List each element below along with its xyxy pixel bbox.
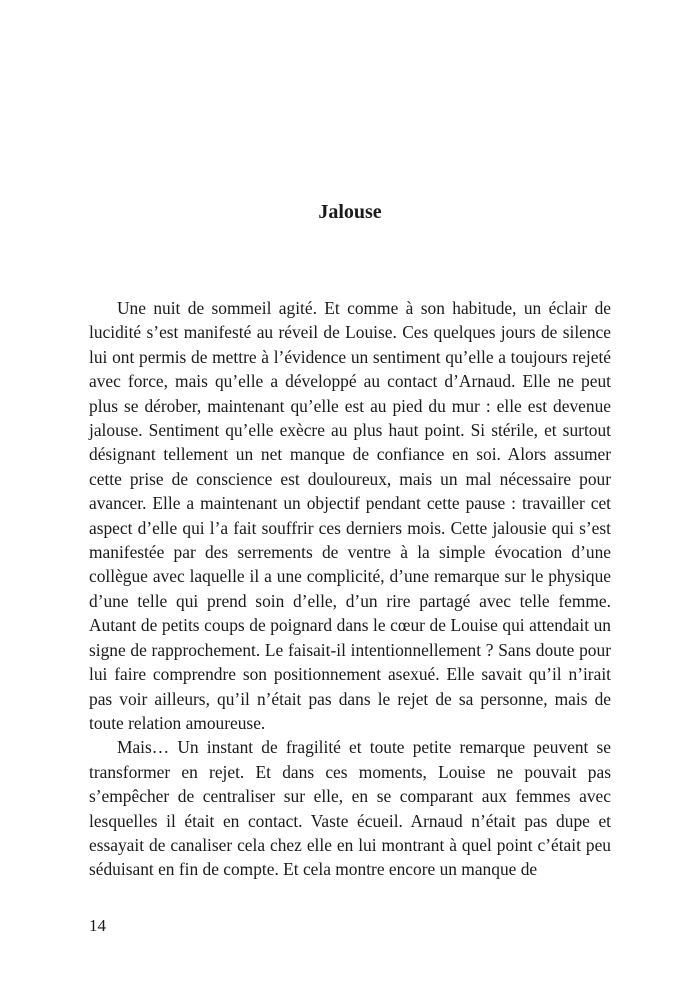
- paragraph-2: Mais… Un instant de fragilité et toute petite remarque peuvent se transformer en rejet. Et dans ces moments, Louise ne pouvait pas s’empêcher de centraliser sur elle, en se comparant aux femmes avec lesquelles il était en contact. Vaste écueil. Arnaud n’était pas dupe et essayait de canaliser cela chez elle en lui montrant à quel point c’était peu séduisant en fin de compte. Et cela montre encore un manque de: [89, 737, 611, 880]
- body-text: [89, 296, 611, 882]
- chapter-title: Jalouse: [318, 201, 382, 223]
- paragraph-1: Une nuit de sommeil agité. Et comme à son habitude, un éclair de lucidité s’est manifesté au réveil de Louise. Ces quelques jours de silence lui ont permis de mettre à l’évidence un sentiment qu’elle a toujours rejeté avec force, mais qu’elle a développé au contact d’Arnaud. Elle ne peut plus se dérober, maintenant qu’elle est au pied du mur : elle est devenue jalouse. Sentiment qu’elle exècre au plus haut point. Si stérile, et surtout désignant tellement un net manque de confiance en soi. Alors assumer cette prise de conscience est douloureux, mais un mal nécessaire pour avancer. Elle a maintenant un objectif pendant cette pause : travailler cet aspect d’elle qui l’a fait souffrir ces derniers mois. Cette jalousie qui s’est manifestée par des serrements de ventre à la simple évocation d’une collègue avec laquelle il a une complicité, d’une remarque sur le physique d’une telle qui prend soin d’elle, d’un rire partagé avec telle femme. Autant de petits coups de poignard dans le cœur de Louise qui attendait un signe de rapprochement. Le faisait-il intentionnellement ? Sans doute pour lui faire comprendre son positionnement asexué. Elle savait qu’il n’irait pas voir ailleurs, qu’il n’était pas dans le rejet de sa personne, mais de toute relation amoureuse.: [89, 298, 611, 733]
- page-number: 14: [89, 916, 106, 935]
